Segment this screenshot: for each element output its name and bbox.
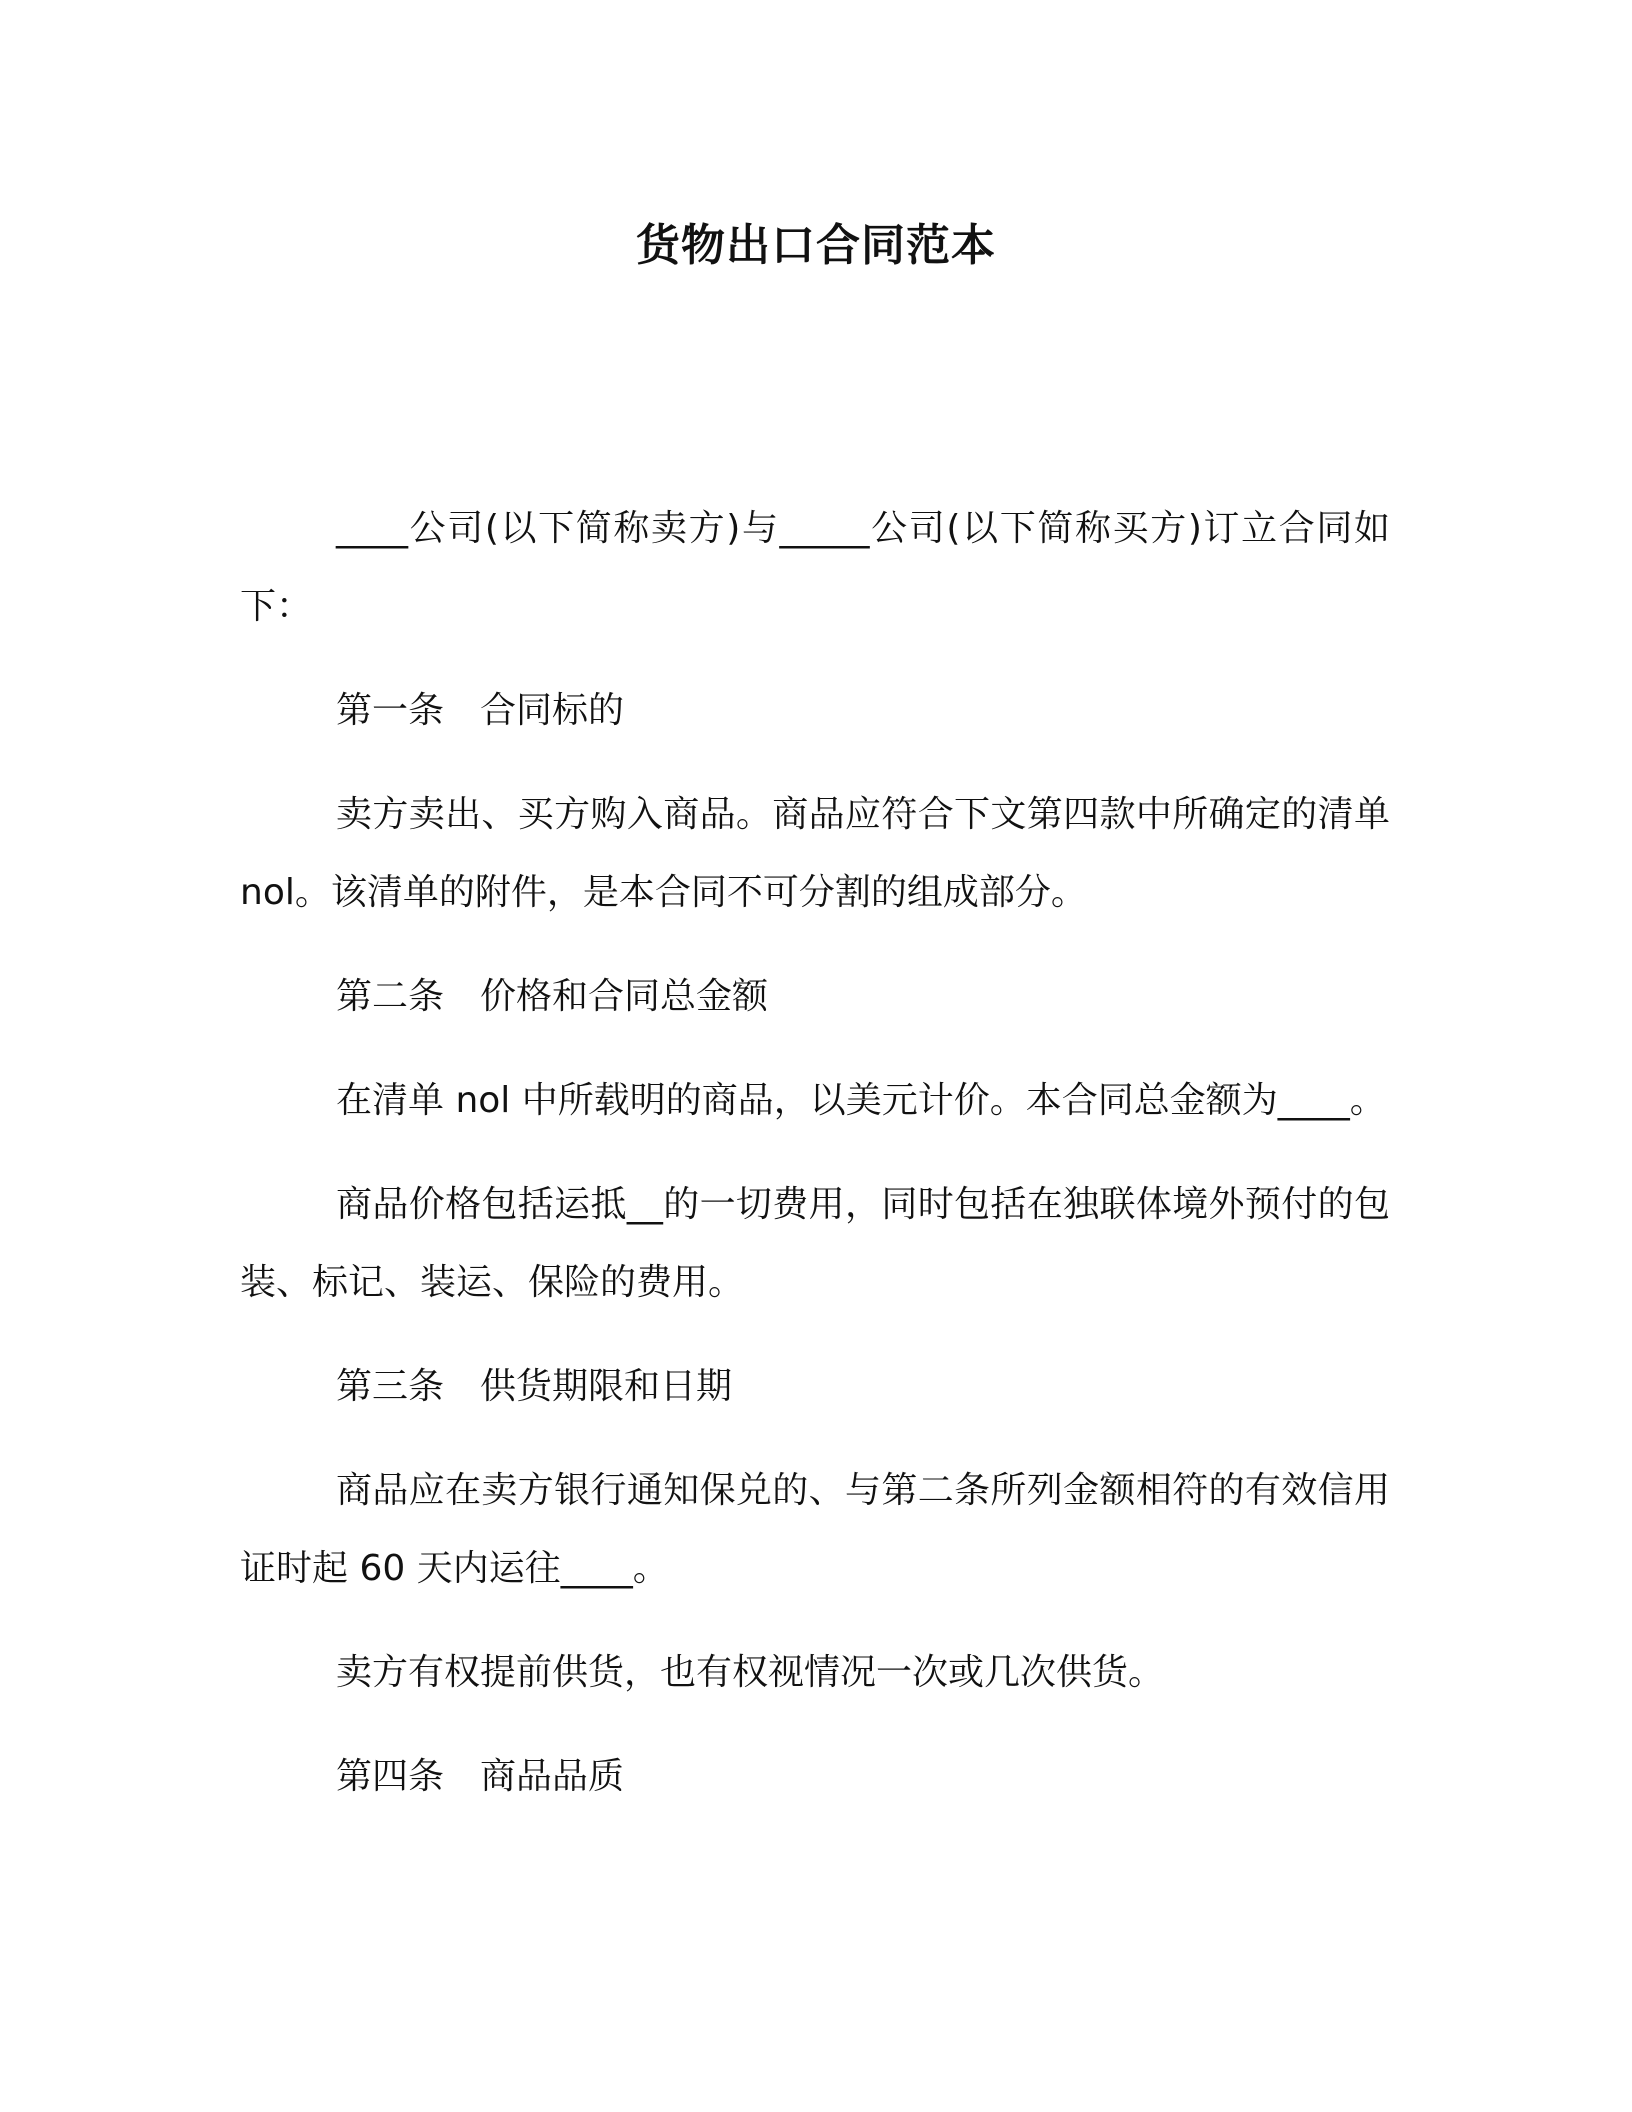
article-4-heading: 第四条 商品品质 [336,1756,625,1797]
article-1-heading: 第一条 合同标的 [336,690,625,731]
article-3-heading: 第三条 供货期限和日期 [336,1366,733,1407]
document-title: 货物出口合同范本 [636,220,996,271]
article-2-paragraph-1: 在清单 nol 中所载明的商品，以美元计价。本合同总金额为____。 [336,1080,1386,1121]
document-body [240,490,1390,1842]
article-2-paragraph-2: 商品价格包括运抵__的一切费用，同时包括在独联体境外预付的包装、标记、装运、保险的费用。 [240,1184,1390,1303]
article-1-paragraph: 卖方卖出、买方购入商品。商品应符合下文第四款中所确定的清单 nol。该清单的附件，是本合同不可分割的组成部分。 [240,794,1390,913]
intro-paragraph: ____公司(以下简称卖方)与_____公司(以下简称买方)订立合同如下： [240,508,1390,627]
article-3-paragraph-1: 商品应在卖方银行通知保兑的、与第二条所列金额相符的有效信用证时起 60 天内运往____。 [240,1470,1390,1589]
article-2-heading: 第二条 价格和合同总金额 [336,976,769,1017]
article-3-paragraph-2: 卖方有权提前供货，也有权视情况一次或几次供货。 [336,1652,1165,1693]
